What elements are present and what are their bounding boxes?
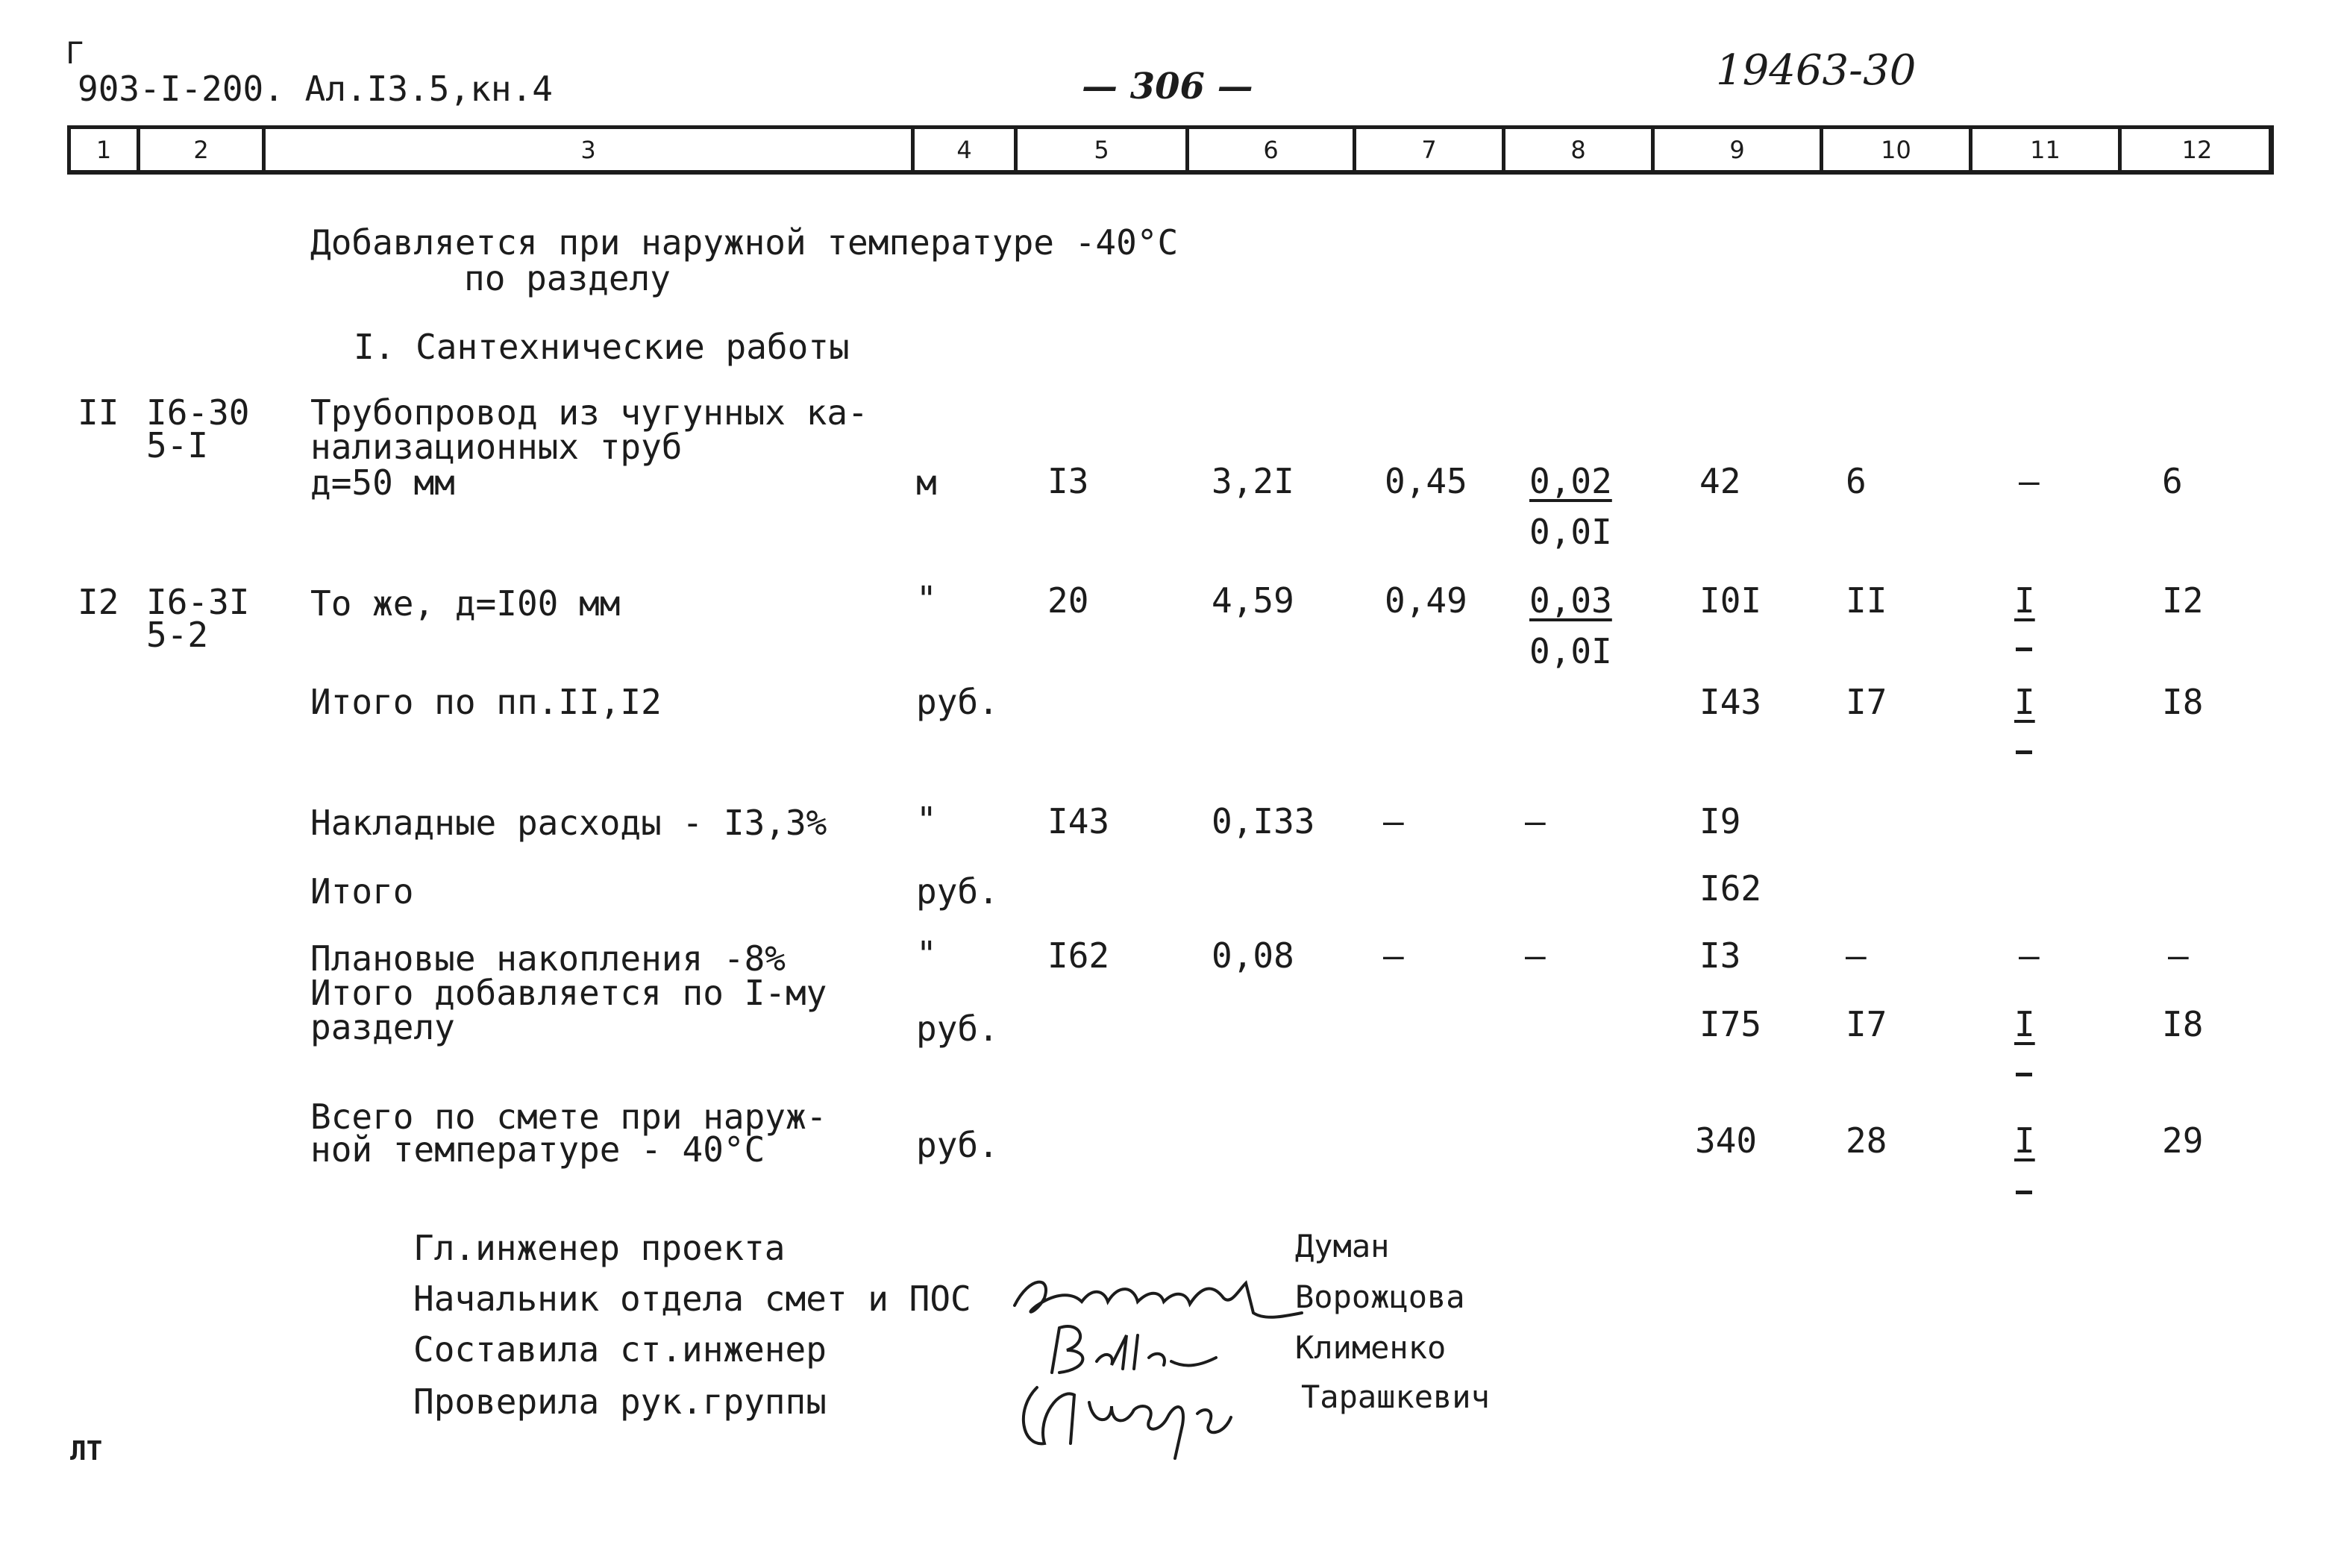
row-description: разделу (310, 1007, 455, 1047)
total-cost: I9 (1699, 801, 1741, 841)
signatory-name: Думан (1295, 1228, 1390, 1264)
signatory-name: Тарашкевич (1301, 1379, 1490, 1415)
wages: – (1846, 935, 1867, 976)
column-number: 9 (1651, 129, 1820, 170)
total-cost: 340 (1695, 1120, 1758, 1161)
intro-line-1: Добавляется при наружной температуре -40°С (310, 222, 1179, 263)
coefficient: 0,45 (1385, 461, 1467, 501)
unit-cost: 4,59 (1212, 580, 1294, 621)
row-number: II (78, 392, 119, 433)
unit: м (916, 462, 937, 503)
col12-value: I8 (2162, 682, 2204, 722)
quantity: I3 (1047, 461, 1089, 501)
unit-cost: 0,I33 (1212, 801, 1315, 841)
unit: руб. (916, 1009, 999, 1049)
signatory-role: Начальник отдела смет и ПОС (413, 1279, 971, 1319)
column-number: 1 (95, 135, 112, 164)
handwritten-signature (1007, 1373, 1261, 1462)
machine-wages: I (2014, 1004, 2035, 1044)
fraction-numerator: 0,03 (1529, 580, 1612, 621)
fraction-numerator: 0,02 (1529, 461, 1612, 501)
machine-wages: I (2014, 1120, 2035, 1161)
rate-subcode: 5-I (146, 425, 209, 465)
signatory-role: Составила ст.инженер (413, 1329, 827, 1370)
corner-mark: Г (66, 37, 84, 71)
total-cost: I62 (1699, 868, 1762, 909)
wages: 28 (1846, 1120, 1887, 1161)
rate-code: I6-30 (146, 392, 250, 433)
row-description: нализационных труб (310, 427, 683, 467)
fraction-denominator: 0,0I (1529, 631, 1612, 671)
page-number: — 306 — (1082, 66, 1253, 107)
dash-mark (2016, 1191, 2032, 1194)
dash-mark (2016, 1073, 2032, 1076)
col12-value: 6 (2162, 461, 2183, 501)
signatory-role: Проверила рук.группы (413, 1382, 827, 1422)
footer-mark: ЛТ (70, 1436, 103, 1467)
quantity: 20 (1047, 580, 1089, 621)
column-number: 6 (1185, 129, 1353, 170)
col12-value: – (2168, 935, 2189, 976)
signatory-name: Ворожцова (1295, 1279, 1465, 1315)
row-description: Плановые накопления -8% (310, 938, 786, 979)
row-description: Итого по пп.II,I2 (310, 682, 662, 722)
wages: II (1846, 580, 1887, 621)
total-cost: I43 (1699, 682, 1762, 722)
wage-value: – (1525, 935, 1546, 976)
row-description: Итого (310, 871, 414, 912)
intro-line-2: по разделу (464, 258, 671, 298)
column-number: 2 (137, 129, 262, 170)
coefficient: 0,49 (1385, 580, 1467, 621)
row-description: Всего по смете при наруж- (310, 1097, 827, 1137)
wage-fraction (1529, 580, 1612, 671)
col12-value: I2 (2162, 580, 2204, 621)
col12-value: I8 (2162, 1004, 2204, 1044)
quantity: I43 (1047, 801, 1110, 841)
quantity: I62 (1047, 935, 1110, 976)
row-description: Накладные расходы - I3,3% (310, 803, 827, 843)
handwritten-document-number: 19463-30 (1716, 46, 1917, 95)
unit: руб. (916, 871, 999, 912)
wages: 6 (1846, 461, 1867, 501)
column-number: 3 (262, 129, 911, 170)
coefficient: – (1383, 801, 1404, 841)
row-description: ной температуре - 40°С (310, 1129, 765, 1170)
wages: I7 (1846, 1004, 1887, 1044)
handwritten-signature (1007, 1261, 1306, 1328)
signatory-role: Гл.инженер проекта (413, 1228, 786, 1268)
wages: I7 (1846, 682, 1887, 722)
dash-mark (2016, 750, 2032, 754)
dash-mark (2016, 647, 2032, 651)
signatory-name: Клименко (1295, 1329, 1447, 1366)
total-cost: I3 (1699, 935, 1741, 976)
rate-subcode: 5-2 (146, 615, 209, 655)
wage-value: – (1525, 801, 1546, 841)
unit: " (916, 579, 937, 619)
rate-code: I6-3I (146, 582, 250, 622)
section-title: I. Сантехнические работы (354, 327, 850, 367)
fraction-denominator: 0,0I (1529, 512, 1612, 552)
handwritten-signature (1044, 1320, 1238, 1380)
unit-cost: 0,08 (1212, 935, 1294, 976)
row-description: Трубопровод из чугунных ка- (310, 392, 868, 433)
column-number: 11 (1969, 129, 2118, 170)
total-cost: I75 (1699, 1004, 1762, 1044)
column-number: 4 (911, 129, 1014, 170)
column-number: 10 (1820, 129, 1969, 170)
row-description: Итого добавляется по I-му (310, 973, 827, 1013)
row-description: То же, д=I00 мм (310, 583, 621, 624)
total-cost: I0I (1699, 580, 1762, 621)
column-number: 8 (1502, 129, 1651, 170)
unit: " (916, 934, 937, 974)
machine-wages: I (2014, 580, 2035, 621)
column-number: 5 (1014, 129, 1185, 170)
unit: руб. (916, 1125, 999, 1165)
machine-wages: I (2014, 682, 2035, 722)
total-cost: 42 (1699, 461, 1741, 501)
unit: руб. (916, 682, 999, 722)
unit: " (916, 800, 937, 840)
coefficient: – (1383, 935, 1404, 976)
row-description: д=50 мм (310, 462, 455, 503)
machine-wages: – (2019, 935, 2040, 976)
column-number: 7 (1353, 129, 1502, 170)
machine-wages: – (2019, 461, 2040, 501)
column-number: 12 (2118, 129, 2272, 170)
col12-value: 29 (2162, 1120, 2204, 1161)
row-number: I2 (78, 582, 119, 622)
unit-cost: 3,2I (1212, 461, 1294, 501)
document-code: 903-I-200. Ал.I3.5,кн.4 (78, 69, 553, 109)
wage-fraction (1529, 461, 1612, 552)
column-number-strip (67, 125, 2274, 175)
